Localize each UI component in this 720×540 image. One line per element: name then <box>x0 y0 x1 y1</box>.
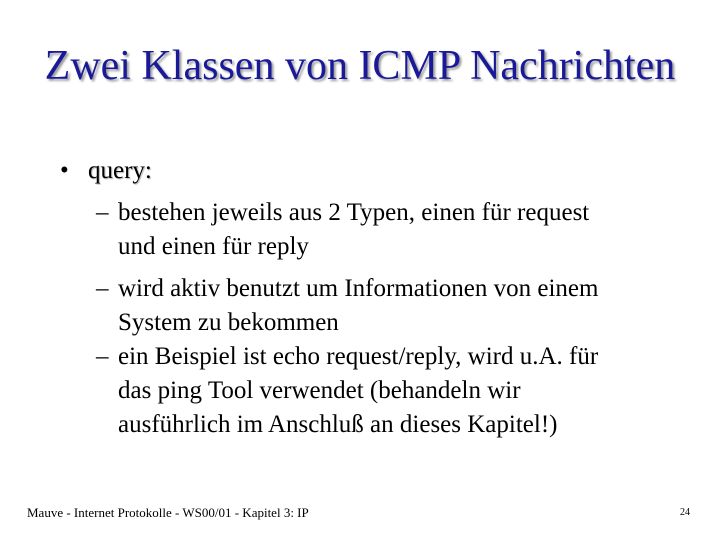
sub-bullet-text <box>118 272 598 340</box>
sub-bullet-1 <box>96 196 589 264</box>
sub-bullet-line: ausführlich im Anschluß an dieses Kapitel!) <box>118 411 558 438</box>
footer-text: Mauve - Internet Protokolle - WS00/01 - Kapitel 3: IP <box>27 505 309 520</box>
sub-bullet-line: System zu bekommen <box>118 309 339 336</box>
dash-icon: – <box>96 343 109 370</box>
sub-bullet-text <box>118 340 598 442</box>
sub-bullet-text <box>118 196 589 264</box>
main-bullet <box>60 154 152 188</box>
sub-bullet-line: das ping Tool verwendet (behandeln wir <box>118 377 521 404</box>
sub-bullet-line: bestehen jeweils aus 2 Typen, einen für request <box>118 199 590 226</box>
sub-bullet-3 <box>96 340 598 442</box>
bullet-dot-icon: • <box>60 157 69 184</box>
main-bullet-text: query: <box>88 157 152 184</box>
slide-title: Zwei Klassen von ICMP Nachrichten <box>44 43 676 89</box>
sub-bullet-line: und einen für reply <box>118 233 309 260</box>
sub-bullet-line: wird aktiv benutzt um Informationen von einem <box>118 275 599 302</box>
dash-icon: – <box>96 275 109 302</box>
sub-bullet-line: ein Beispiel ist echo request/reply, wird u.A. für <box>118 343 599 370</box>
dash-icon: – <box>96 199 109 226</box>
page-number: 24 <box>680 507 690 518</box>
sub-bullet-2 <box>96 272 598 340</box>
